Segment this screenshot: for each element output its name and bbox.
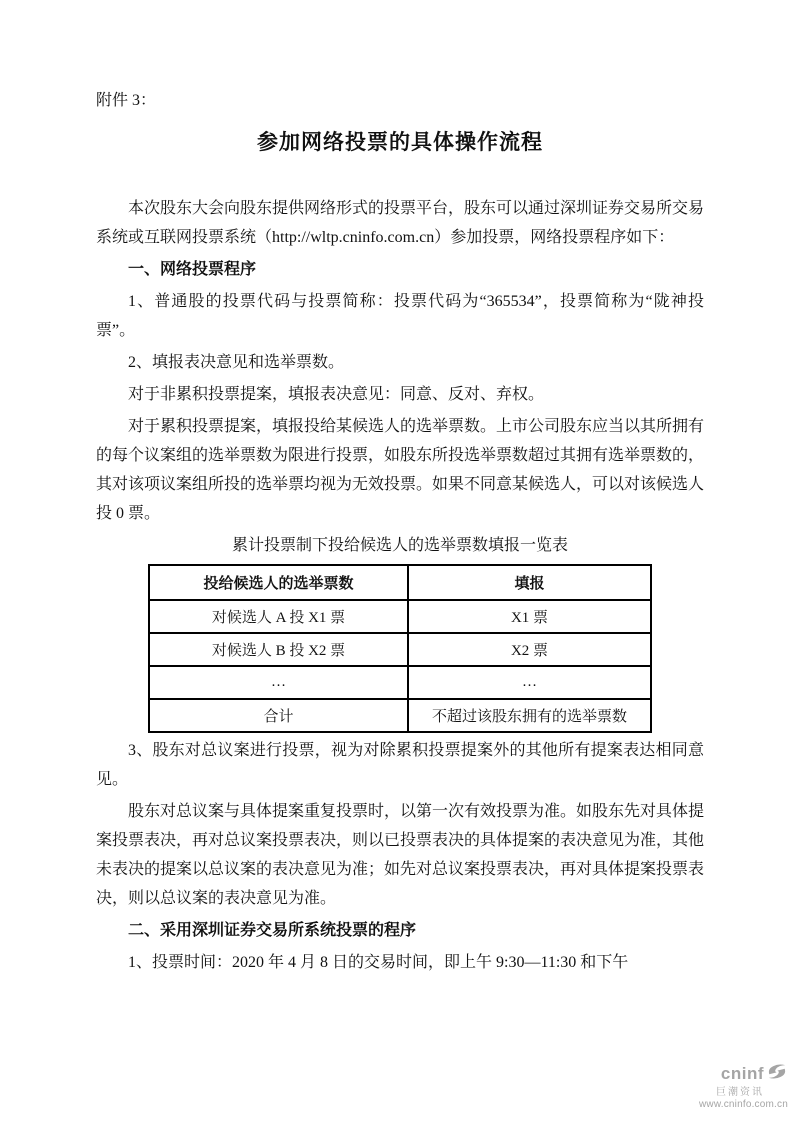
document-content — [96, 88, 704, 977]
page-title: 参加网络投票的具体操作流程 — [257, 130, 543, 154]
paragraph-vote-time: 1、投票时间：2020 年 4 月 8 日的交易时间，即上午 9:30—11:30 和下午 — [128, 954, 629, 971]
section-heading-2: 二、采用深圳证券交易所系统投票的程序 — [128, 922, 417, 939]
table-cell: 对候选人 B 投 X2 票 — [149, 633, 408, 666]
cninfo-logo — [699, 1062, 788, 1110]
cninfo-swirl-icon — [766, 1062, 788, 1086]
intro-paragraph: 本次股东大会向股东提供网络形式的投票平台，股东可以通过深圳证券交易所交易系统或互联网投票系统（http://wltp.cninfo.com.cn）参加投票，网络投票程序如下： — [96, 200, 705, 246]
table-cell: 不超过该股东拥有的选举票数 — [408, 699, 651, 732]
paragraph-general-proposal: 3、股东对总议案进行投票，视为对除累积投票提案外的其他所有提案表达相同意见。 — [96, 742, 704, 788]
paragraph-non-cumulative: 对于非累积投票提案，填报表决意见：同意、反对、弃权。 — [128, 386, 545, 403]
table-cell: X1 票 — [408, 600, 651, 633]
table-caption: 累计投票制下投给候选人的选举票数填报一览表 — [231, 537, 568, 554]
table-row — [149, 699, 651, 732]
paragraph-repeat-vote: 股东对总议案与具体提案重复投票时，以第一次有效投票为准。如股东先对具体提案投票表决，再对总议案投票表决，则以已投票表决的具体提案的表决意见为准，其他未表决的提案以总议案的表决意见为准；如先对总议案投票表决，再对具体提案投票表决，则以总议案的表决意见为准。 — [96, 803, 705, 907]
table-header-cell: 投给候选人的选举票数 — [149, 565, 408, 600]
table-cell: … — [408, 666, 651, 699]
table-row — [149, 633, 651, 666]
attachment-label: 附件 3： — [96, 92, 157, 109]
cninfo-url: www.cninfo.com.cn — [699, 1099, 788, 1110]
cninfo-logo-row — [699, 1062, 788, 1086]
table-cell: X2 票 — [408, 633, 651, 666]
paragraph-vote-code: 1、普通股的投票代码与投票简称：投票代码为“365534”，投票简称为“陇神投票”。 — [96, 293, 704, 339]
table-header-cell: 填报 — [408, 565, 651, 600]
table-header-row — [149, 565, 651, 600]
table-row — [149, 666, 651, 699]
table-cell: … — [149, 666, 408, 699]
table-cell: 合计 — [149, 699, 408, 732]
table-row — [149, 600, 651, 633]
cninfo-logo-text: cninf — [720, 1063, 764, 1083]
section-heading-1: 一、网络投票程序 — [128, 261, 257, 278]
paragraph-cumulative: 对于累积投票提案，填报投给某候选人的选举票数。上市公司股东应当以其所拥有的每个议案组的选举票数为限进行投票，如股东所投选举票数超过其拥有选举票数的，其对该项议案组所投的选举票均视为无效投票。如果不同意某候选人，可以对该候选人投 0 票。 — [96, 418, 705, 522]
paragraph-fill-opinion: 2、填报表决意见和选举票数。 — [128, 354, 345, 371]
cumulative-vote-table — [148, 564, 652, 733]
table-cell: 对候选人 A 投 X1 票 — [149, 600, 408, 633]
cninfo-chinese-name: 巨潮资讯 — [716, 1087, 764, 1098]
